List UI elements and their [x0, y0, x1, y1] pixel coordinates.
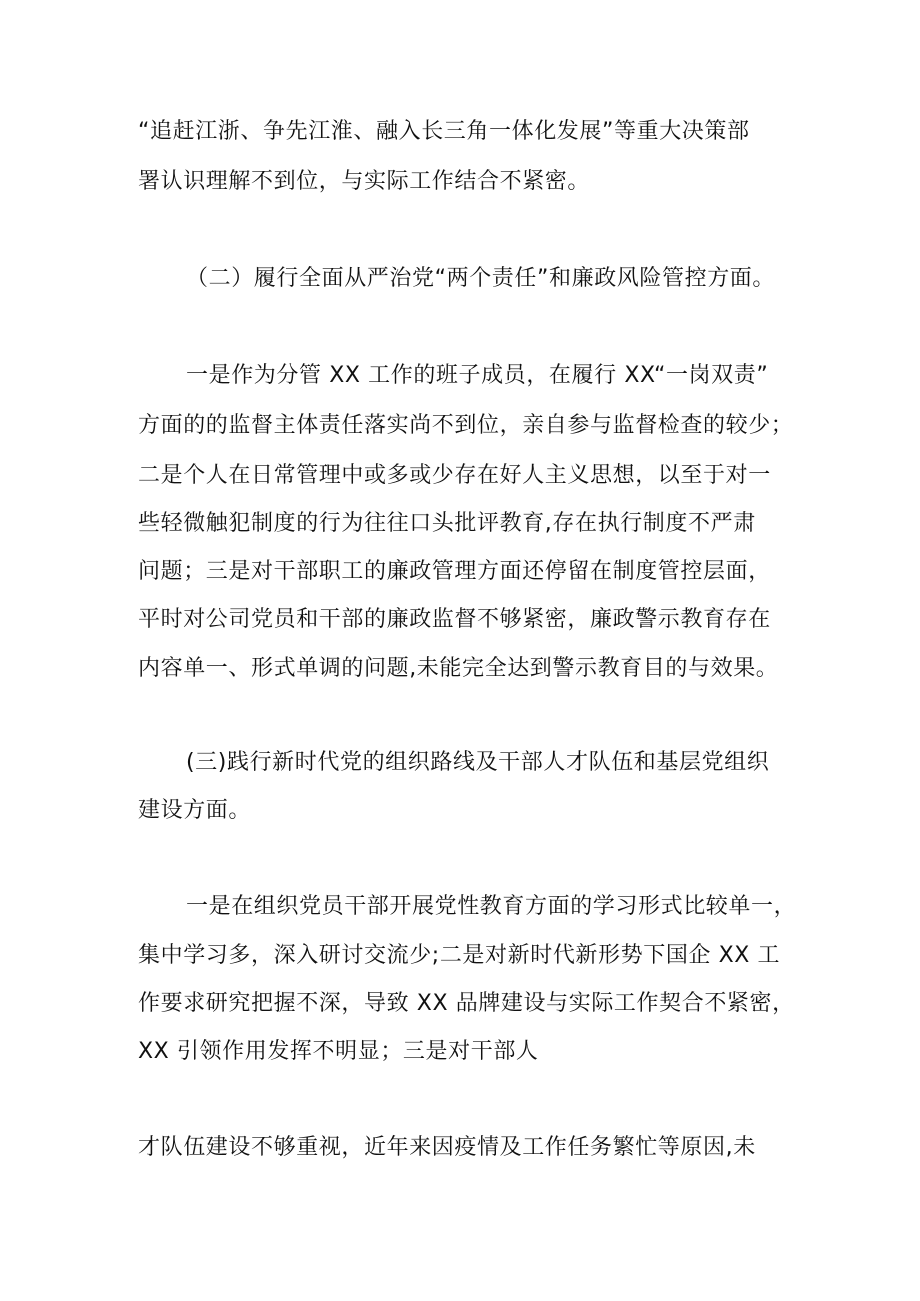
- paragraph-2-line-5: 问题；三是对干部职工的廉政管理方面还停留在制度管控层面，: [138, 559, 771, 584]
- section-heading-2: （二）履行全面从严治党“两个责任”和廉政风险管控方面。: [186, 266, 775, 291]
- paragraph-3-line-1: 一是在组织党员干部开展党性教育方面的学习形式比较单一，: [186, 894, 797, 919]
- paragraph-2-line-7: 内容单一、形式单调的问题,未能完全达到警示教育目的与效果。: [138, 656, 779, 681]
- paragraph-1-line-2: 署认识理解不到位，与实际工作结合不紧密。: [138, 169, 591, 194]
- paragraph-2-line-4: 些轻微触犯制度的行为往往口头批评教育,存在执行制度不严肃: [138, 511, 756, 536]
- paragraph-3-line-3: 作要求研究把握不深，导致 XX 品牌建设与实际工作契合不紧密，: [138, 991, 795, 1016]
- paragraph-2-line-2: 方面的的监督主体责任落实尚不到位，亲自参与监督检查的较少；: [138, 413, 794, 438]
- paragraph-2-line-6: 平时对公司党员和干部的廉政监督不够紧密，廉政警示教育存在: [138, 607, 771, 632]
- paragraph-2-line-3: 二是个人在日常管理中或多或少存在好人主义思想，以至于对一: [138, 463, 771, 488]
- paragraph-2-line-1: 一是作为分管 XX 工作的班子成员，在履行 XX“一岗双责”: [186, 363, 769, 388]
- paragraph-3-continuation: 才队伍建设不够重视，近年来因疫情及工作任务繁忙等原因,未: [138, 1135, 756, 1160]
- section-heading-3-line-2: 建设方面。: [138, 798, 252, 823]
- section-heading-3-line-1: (三)践行新时代党的组织路线及干部人才队伍和基层党组织: [186, 750, 770, 775]
- paragraph-1-line-1: “追赶江浙、争先江淮、融入长三角一体化发展”等重大决策部: [138, 119, 750, 144]
- paragraph-3-line-2: 集中学习多，深入研讨交流少;二是对新时代新形势下国企 XX 工: [138, 943, 781, 968]
- paragraph-3-line-4: XX 引领作用发挥不明显；三是对干部人: [138, 1039, 539, 1064]
